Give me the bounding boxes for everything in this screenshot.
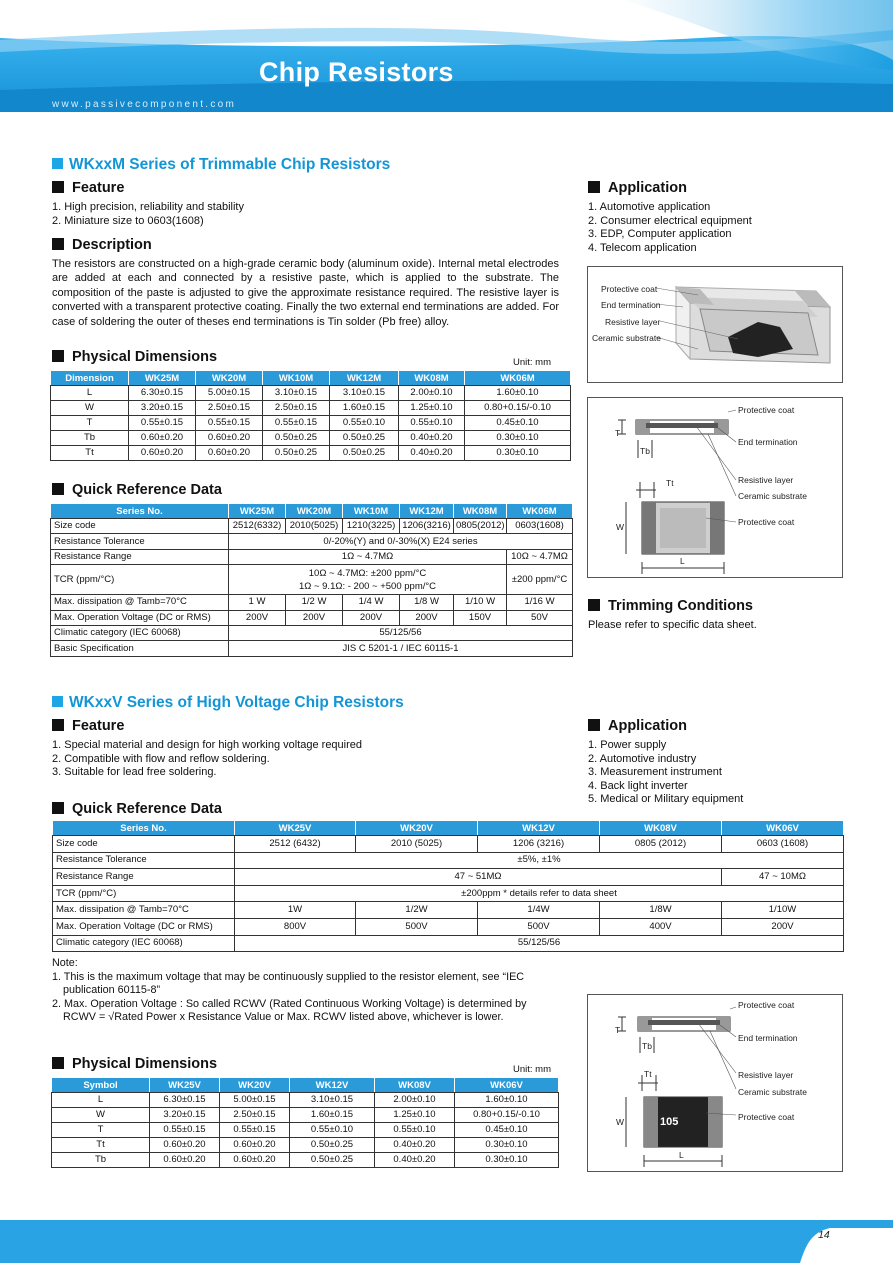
cell: 500V [356, 918, 478, 935]
cell: 0/-20%(Y) and 0/-30%(X) E24 series [229, 534, 573, 549]
cell: 0.50±0.25 [263, 446, 330, 461]
cell: 1Ω ~ 4.7MΩ [229, 549, 507, 564]
chip-marking: 105 [660, 1116, 679, 1128]
table-row [51, 625, 573, 640]
cell: 0.60±0.20 [129, 431, 196, 446]
black-square-icon [52, 719, 64, 731]
table-header-row [52, 1078, 559, 1093]
list-item: 1. Power supply [588, 739, 667, 751]
black-square-icon [52, 483, 64, 495]
table-row [52, 1138, 559, 1153]
cell: 1/2W [356, 902, 478, 919]
cell: 3.10±0.15 [330, 386, 399, 401]
cell: 1W [235, 902, 356, 919]
row-label: Max. dissipation @ Tamb=70°C [51, 595, 229, 610]
cell: 0.55±0.15 [150, 1123, 220, 1138]
cell: Tt [51, 446, 129, 461]
col-header: WK06V [455, 1078, 559, 1093]
s1-application-heading [588, 180, 687, 196]
label-resistive-layer: Resistive layer [738, 1070, 794, 1080]
cell: 5.00±0.15 [196, 386, 263, 401]
cell: 0.60±0.20 [196, 446, 263, 461]
cell: 2010(5025) [286, 519, 343, 534]
cell: 1 W [229, 595, 286, 610]
cell: 0603(1608) [507, 519, 573, 534]
cell: 47 ~ 51MΩ [235, 869, 722, 886]
s1-description-heading [52, 237, 152, 253]
s1-phys-heading [52, 349, 217, 365]
label-end-termination: End termination [738, 1033, 798, 1043]
col-header: Series No. [53, 821, 235, 836]
cell: T [52, 1123, 150, 1138]
cell: 800V [235, 918, 356, 935]
col-header: WK12V [290, 1078, 375, 1093]
section1-title [52, 156, 390, 174]
cell: 1/8W [600, 902, 722, 919]
cell: 0.55±0.15 [263, 416, 330, 431]
row-label: TCR (ppm/°C) [51, 565, 229, 595]
cell: 0.50±0.25 [330, 431, 399, 446]
table-header-row [51, 371, 571, 386]
col-header: WK20M [286, 504, 343, 519]
col-header: WK20M [196, 371, 263, 386]
label-ceramic-substrate: Ceramic substrate [738, 1087, 807, 1097]
col-header: WK25M [229, 504, 286, 519]
cell: 0.80+0.15/-0.10 [465, 401, 571, 416]
s1-phys-title: Physical Dimensions [72, 349, 218, 365]
black-square-icon [588, 719, 600, 731]
list-item: 5. Medical or Military equipment [588, 793, 744, 805]
cell: 0.55±0.10 [290, 1123, 375, 1138]
cell: L [51, 386, 129, 401]
cell: 2.50±0.15 [263, 401, 330, 416]
cell: 1/8 W [400, 595, 454, 610]
website-url: www.passivecomponent.com [52, 99, 237, 110]
list-item: 2. Miniature size to 0603(1608) [52, 214, 204, 227]
cell: 1206(3216) [400, 519, 454, 534]
cell: 0.55±0.10 [375, 1123, 455, 1138]
s2-physical-dimensions-table [51, 1077, 559, 1168]
label-W: W [616, 1117, 625, 1127]
cell: 0.60±0.20 [150, 1153, 220, 1168]
list-item: 2. Automotive industry [588, 752, 697, 765]
col-header: WK12V [478, 821, 600, 836]
note-line: 1. This is the maximum voltage that may be continuously supplied to the resistor element, see “IEC [52, 970, 525, 983]
footer-wave-graphic [0, 1220, 893, 1263]
row-label: Resistance Range [53, 869, 235, 886]
list-item: 3. Suitable for lead free soldering. [52, 766, 217, 778]
cell: JIS C 5201-1 / IEC 60115-1 [229, 641, 573, 656]
cell: 500V [478, 918, 600, 935]
cell: 1.60±0.10 [465, 386, 571, 401]
note-line: 2. Max. Operation Voltage : So called RCWV (Rated Continuous Working Voltage) is determined by [52, 997, 527, 1010]
table-row [53, 852, 844, 869]
cell: 0.40±0.20 [375, 1138, 455, 1153]
s1-description-title: Description [72, 237, 152, 253]
col-header: WK06V [722, 821, 844, 836]
cell: 0.45±0.10 [455, 1123, 559, 1138]
label-Tb: Tb [642, 1041, 652, 1051]
col-header: WK20V [356, 821, 478, 836]
table-header-row [51, 504, 573, 519]
s2-qrd-heading [52, 801, 222, 817]
cell: 55/125/56 [229, 625, 573, 640]
black-square-icon [52, 238, 64, 250]
cell: Tt [52, 1138, 150, 1153]
label-T: T [615, 1025, 621, 1035]
label-W: W [616, 522, 625, 532]
s1-application-list [588, 201, 752, 255]
cell: 10Ω ~ 4.7MΩ [507, 549, 573, 564]
row-label: Climatic category (IEC 60068) [51, 625, 229, 640]
cell: 2.50±0.15 [220, 1108, 290, 1123]
notes-block [52, 957, 527, 1025]
label-Tt: Tt [644, 1069, 652, 1079]
row-label: Basic Specification [51, 641, 229, 656]
unit-label: Unit: mm [513, 1064, 551, 1075]
col-header: WK12M [400, 504, 454, 519]
cell: W [51, 401, 129, 416]
table-row [52, 1153, 559, 1168]
cell: 5.00±0.15 [220, 1093, 290, 1108]
col-header: Series No. [51, 504, 229, 519]
cell: 200V [286, 610, 343, 625]
col-header: WK08M [454, 504, 507, 519]
cell: 0.55±0.10 [330, 416, 399, 431]
col-header: WK06M [507, 504, 573, 519]
col-header: Dimension [51, 371, 129, 386]
s1-feature-title: Feature [72, 180, 125, 196]
cell: 1/10W [722, 902, 844, 919]
cell: 2.00±0.10 [375, 1093, 455, 1108]
trimming-title: Trimming Conditions [608, 598, 753, 614]
list-item: 3. EDP, Computer application [588, 228, 732, 240]
row-label: TCR (ppm/°C) [53, 885, 235, 902]
header-banner [0, 0, 893, 112]
cell: W [52, 1108, 150, 1123]
cell: 200V [229, 610, 286, 625]
cell: 0.55±0.15 [220, 1123, 290, 1138]
s1-feature-heading [52, 180, 124, 196]
cell: 55/125/56 [235, 935, 844, 952]
blue-square-icon [52, 696, 63, 707]
row-label: Size code [51, 519, 229, 534]
cell: 6.30±0.15 [129, 386, 196, 401]
table-row [51, 386, 571, 401]
cell: 1/16 W [507, 595, 573, 610]
cell: 50V [507, 610, 573, 625]
cell: 400V [600, 918, 722, 935]
note-line: RCWV = √Rated Power x Resistance Value or Max. RCWV listed above, whichever is lower. [63, 1011, 504, 1023]
cell: 2512(6332) [229, 519, 286, 534]
col-header: WK08V [375, 1078, 455, 1093]
cell: 0.50±0.25 [263, 431, 330, 446]
col-header: WK08V [600, 821, 722, 836]
black-square-icon [588, 181, 600, 193]
section2-title-text: WKxxV Series of High Voltage Chip Resistors [69, 694, 404, 711]
trimming-heading [588, 598, 753, 614]
black-square-icon [52, 181, 64, 193]
black-square-icon [52, 802, 64, 814]
cell: 0.40±0.20 [399, 446, 465, 461]
row-label: Max. Operation Voltage (DC or RMS) [53, 918, 235, 935]
table-row [53, 902, 844, 919]
row-label: Resistance Range [51, 549, 229, 564]
table-row [53, 869, 844, 886]
cell: 3.20±0.15 [150, 1108, 220, 1123]
col-header: WK25M [129, 371, 196, 386]
cell: 200V [343, 610, 400, 625]
black-square-icon [52, 1057, 64, 1069]
table-row [53, 836, 844, 853]
table-header-row [53, 821, 844, 836]
page-title: Chip Resistors [259, 57, 454, 87]
s2-application-heading [588, 718, 687, 734]
cell: 0.40±0.20 [399, 431, 465, 446]
row-label: Resistance Tolerance [51, 534, 229, 549]
cell: 0.45±0.10 [465, 416, 571, 431]
cell: 0805(2012) [454, 519, 507, 534]
cell: 3.10±0.15 [263, 386, 330, 401]
section2-title [52, 694, 404, 712]
cell: 0.40±0.20 [375, 1153, 455, 1168]
cell: 200V [400, 610, 454, 625]
dimension-drawing-figure [587, 397, 843, 578]
row-label: Resistance Tolerance [53, 852, 235, 869]
label-protective-coat-2: Protective coat [738, 517, 795, 527]
row-label: Climatic category (IEC 60068) [53, 935, 235, 952]
cell: 2010 (5025) [356, 836, 478, 853]
dimension-drawing [588, 398, 842, 577]
cell: 3.20±0.15 [129, 401, 196, 416]
table-row [52, 1093, 559, 1108]
s2-quick-reference-table [52, 820, 844, 952]
list-item: 1. Automotive application [588, 201, 711, 213]
label-protective-coat: Protective coat [738, 405, 795, 415]
list-item: 3. Measurement instrument [588, 766, 722, 778]
label-protective-coat-2: Protective coat [738, 1112, 795, 1122]
list-item: 1. High precision, reliability and stability [52, 201, 244, 213]
cell: 0603 (1608) [722, 836, 844, 853]
cell: 47 ~ 10MΩ [722, 869, 844, 886]
cell: 3.10±0.15 [290, 1093, 375, 1108]
cell: 0.50±0.25 [290, 1138, 375, 1153]
s1-quick-reference-table [50, 503, 573, 657]
cell: 150V [454, 610, 507, 625]
hv-dimension-drawing [588, 995, 842, 1171]
list-item: 2. Consumer electrical equipment [588, 214, 752, 227]
s2-phys-heading [52, 1056, 217, 1072]
cell: 0.60±0.20 [196, 431, 263, 446]
col-header: Symbol [52, 1078, 150, 1093]
tcr-line: 1Ω ~ 9.1Ω: - 200 ~ +500 ppm/°C [298, 580, 437, 592]
table-row [51, 610, 573, 625]
blue-square-icon [52, 158, 63, 169]
table-row [53, 918, 844, 935]
cell: 2.00±0.10 [399, 386, 465, 401]
col-header: WK06M [465, 371, 571, 386]
cell: 1.60±0.15 [290, 1108, 375, 1123]
list-item: 4. Back light inverter [588, 779, 688, 792]
cell: 1/2 W [286, 595, 343, 610]
cell: 0.60±0.20 [220, 1153, 290, 1168]
cell: 0.80+0.15/-0.10 [455, 1108, 559, 1123]
col-header: WK25V [150, 1078, 220, 1093]
section1-title-text: WKxxM Series of Trimmable Chip Resistors [69, 156, 391, 173]
header-wave-graphic [0, 0, 893, 112]
label-resistive-layer: Resistive layer [738, 475, 794, 485]
row-label: Max. Operation Voltage (DC or RMS) [51, 610, 229, 625]
table-row [51, 431, 571, 446]
cell: 1.25±0.10 [375, 1108, 455, 1123]
tcr-line: 10Ω ~ 4.7MΩ: ±200 ppm/°C [308, 567, 427, 579]
cell: 1/4W [478, 902, 600, 919]
trimming-text: Please refer to specific data sheet. [588, 619, 757, 631]
s2-application-list [588, 739, 743, 807]
label-Tt: Tt [666, 478, 674, 488]
label-protective-coat: Protective coat [738, 1000, 795, 1010]
black-square-icon [52, 350, 64, 362]
s1-physical-dimensions-table [50, 370, 571, 461]
label-Tb: Tb [640, 446, 650, 456]
cell: 200V [722, 918, 844, 935]
list-item: 2. Compatible with flow and reflow soldering. [52, 752, 270, 765]
s2-feature-heading [52, 718, 124, 734]
table-row [53, 935, 844, 952]
cell: 1.60±0.15 [330, 401, 399, 416]
cell: 0.60±0.20 [220, 1138, 290, 1153]
cell: 0.55±0.10 [399, 416, 465, 431]
label-ceramic-substrate: Ceramic substrate [592, 333, 661, 343]
unit-label: Unit: mm [513, 357, 551, 368]
table-row [52, 1108, 559, 1123]
col-header: WK10M [343, 504, 400, 519]
cell: 0.55±0.15 [196, 416, 263, 431]
table-row [51, 534, 573, 549]
cell: 1.60±0.10 [455, 1093, 559, 1108]
cell [229, 565, 507, 595]
s1-qrd-heading [52, 482, 222, 498]
table-row [51, 565, 573, 595]
cell: 0.30±0.10 [465, 431, 571, 446]
s1-qrd-title: Quick Reference Data [72, 482, 222, 498]
label-L: L [680, 556, 685, 566]
footer-bar [0, 1220, 893, 1263]
cell: 2.50±0.15 [196, 401, 263, 416]
cell: 0.50±0.25 [290, 1153, 375, 1168]
col-header: WK20V [220, 1078, 290, 1093]
s2-feature-title: Feature [72, 718, 125, 734]
s1-description-text: The resistors are constructed on a high-grade ceramic body (aluminum oxide). Internal metal electrodes are added at each and connected by a resistive paste, which is applied to the substrate. The composition of the paste is adjusted to give the approximate resistance required. The resistive layer is converted with a transparent protective coating. Finally the two external end terminations are added. For case of soldering the outer of theses end terminations is Tin solder (Pb free) alloy. [52, 258, 559, 328]
cell: ±200 ppm/°C [507, 565, 573, 595]
cell: 0.30±0.10 [465, 446, 571, 461]
black-square-icon [588, 599, 600, 611]
cell: Tb [51, 431, 129, 446]
cell: 1/4 W [343, 595, 400, 610]
cell: 1.25±0.10 [399, 401, 465, 416]
col-header: WK08M [399, 371, 465, 386]
cell: 0805 (2012) [600, 836, 722, 853]
cell: 0.30±0.10 [455, 1153, 559, 1168]
s2-feature-list [52, 739, 362, 780]
table-row [51, 416, 571, 431]
cell: 0.60±0.20 [150, 1138, 220, 1153]
label-end-termination: End termination [601, 300, 661, 310]
label-resistive-layer: Resistive layer [605, 317, 661, 327]
cell: ±5%, ±1% [235, 852, 844, 869]
hv-dimension-drawing-figure [587, 994, 843, 1172]
row-label: Size code [53, 836, 235, 853]
s1-feature-list [52, 201, 244, 228]
cell: 0.30±0.10 [455, 1138, 559, 1153]
s2-phys-title: Physical Dimensions [72, 1056, 218, 1072]
col-header: WK10M [263, 371, 330, 386]
cell: 1/10 W [454, 595, 507, 610]
label-T: T [615, 428, 621, 438]
note-title: Note: [52, 957, 78, 969]
cell: 1206 (3216) [478, 836, 600, 853]
col-header: WK25V [235, 821, 356, 836]
s1-application-title: Application [608, 180, 687, 196]
col-header: WK12M [330, 371, 399, 386]
table-row [51, 641, 573, 656]
label-protective-coat: Protective coat [601, 284, 658, 294]
list-item: 4. Telecom application [588, 241, 697, 254]
s2-qrd-title: Quick Reference Data [72, 801, 222, 817]
cell: ±200ppm * details refer to data sheet [235, 885, 844, 902]
cell: 2512 (6432) [235, 836, 356, 853]
chip-structure-figure [587, 266, 843, 383]
list-item: 1. Special material and design for high working voltage required [52, 739, 363, 751]
table-row [51, 401, 571, 416]
row-label: Max. dissipation @ Tamb=70°C [53, 902, 235, 919]
table-row [51, 595, 573, 610]
label-end-termination: End termination [738, 437, 798, 447]
label-L: L [679, 1150, 684, 1160]
s2-application-title: Application [608, 718, 687, 734]
table-row [53, 885, 844, 902]
cell: L [52, 1093, 150, 1108]
cell: 6.30±0.15 [150, 1093, 220, 1108]
label-ceramic-substrate: Ceramic substrate [738, 491, 807, 501]
cell: 1210(3225) [343, 519, 400, 534]
table-row [51, 446, 571, 461]
cell: T [51, 416, 129, 431]
cell: Tb [52, 1153, 150, 1168]
cell: 0.55±0.15 [129, 416, 196, 431]
page-number: 14 [818, 1229, 830, 1241]
cell: 0.50±0.25 [330, 446, 399, 461]
table-row [51, 549, 573, 564]
cell: 0.60±0.20 [129, 446, 196, 461]
table-row [51, 519, 573, 534]
note-line: publication 60115-8” [63, 984, 161, 996]
table-row [52, 1123, 559, 1138]
